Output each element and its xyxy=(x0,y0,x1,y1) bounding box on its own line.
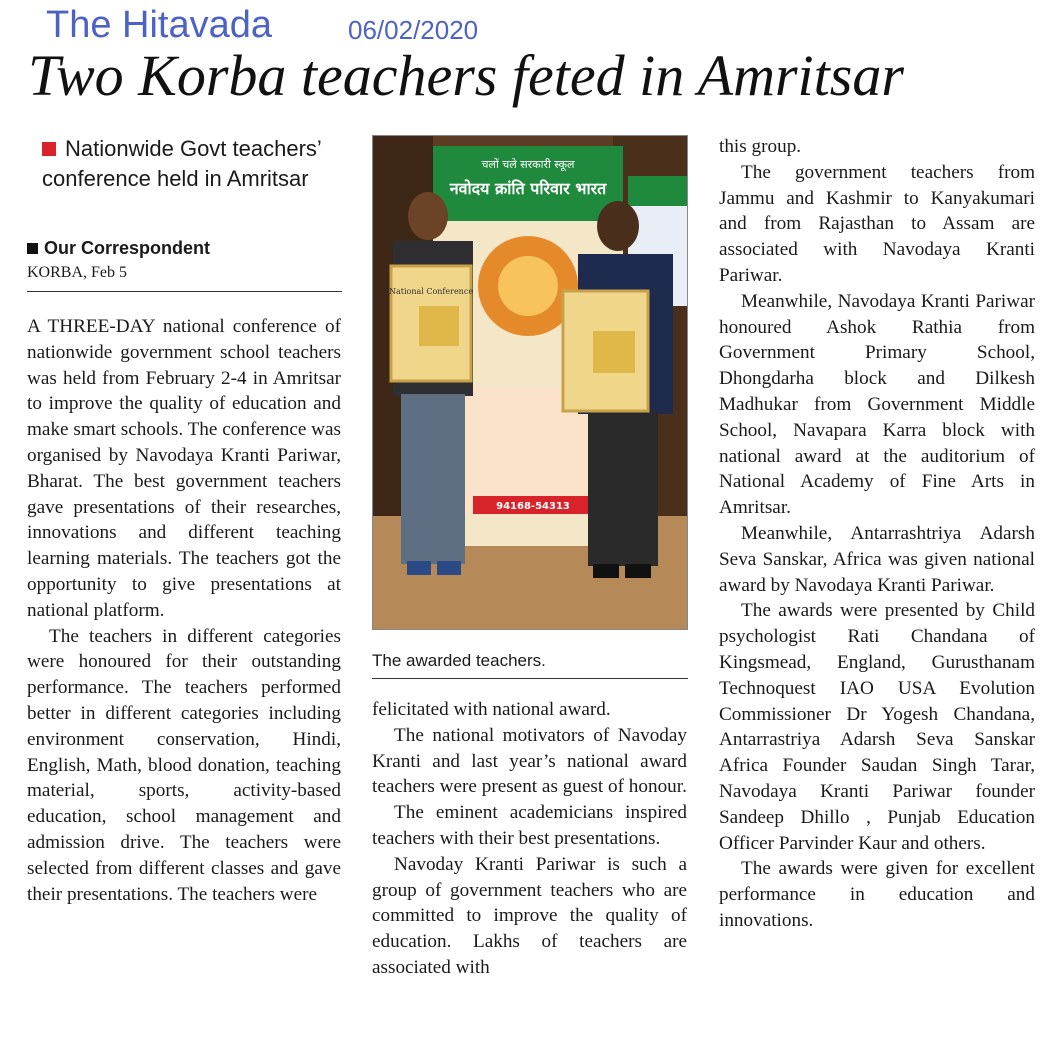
photo-illustration xyxy=(373,136,688,630)
kicker-text: Nationwide Govt teachers’ conference held in Amritsar xyxy=(42,136,321,191)
kicker xyxy=(42,134,342,194)
certificate-title: National Conference xyxy=(388,287,474,296)
article-column-3 xyxy=(719,134,1035,934)
paragraph: felicitated with national award. xyxy=(372,699,611,720)
paragraph: The eminent academicians inspired teachers with their best presentations. xyxy=(372,802,687,849)
article-column-1 xyxy=(27,314,341,907)
photo-caption: The awarded teachers. xyxy=(372,651,546,670)
black-square-icon xyxy=(27,243,38,254)
banner-line-2: नवोदय क्रांति परिवार भारत xyxy=(449,179,607,198)
paragraph: The awards were given for excellent performance in education and innovations. xyxy=(719,858,1035,931)
paragraph: The government teachers from Jammu and Kashmir to Kanyakumari and from Rajasthan to Assam are associated with Navodaya Kranti Pariwar. xyxy=(719,161,1035,286)
paragraph: Meanwhile, Antarrashtriya Adarsh Seva Sanskar, Africa was given national award by Navodaya Kranti Pariwar. xyxy=(719,522,1035,596)
paragraph: The national motivators of Navoday Kranti and last year’s national award teachers were present as guest of honour. xyxy=(372,724,687,798)
byline xyxy=(27,237,210,259)
paragraph: Meanwhile, Navodaya Kranti Pariwar honoured Ashok Rathia from Government Primary School, Dhongdarha block and Dilkesh Madhukar from Government Middle School, Navapara Karra block with national award at the auditorium of National Academy of Fine Arts in Amritsar. xyxy=(719,290,1035,519)
paragraph: this group. xyxy=(719,136,802,157)
paragraph: The teachers in different categories were honoured for their outstanding performance. The teachers performed better in different categories including environment conservation, Hindi, English, Math, blood donation, teaching material, sports, activity-based education, school management and admission drive. The teachers were selected from different classes and gave their presentations. The teachers were xyxy=(27,625,341,905)
byline-rule xyxy=(27,291,342,292)
banner-line-1: चलों चले सरकारी स्कूल xyxy=(481,158,575,171)
banner-phone: 94168-54313 xyxy=(496,501,570,512)
dateline-place: KORBA, Feb 5 xyxy=(27,264,128,281)
article-photo xyxy=(372,135,688,630)
red-square-icon xyxy=(42,142,56,156)
publication-date: 06/02/2020 xyxy=(348,15,479,45)
byline-text: Our Correspondent xyxy=(44,238,211,258)
caption-rule xyxy=(372,678,688,679)
article-column-2 xyxy=(372,697,687,981)
headline: Two Korba teachers feted in Amritsar xyxy=(28,43,904,108)
paragraph: The awards were presented by Child psychologist Rati Chandana of Kingsmead, England, Gurusthanam Technoquest IAO USA Evolution Commissioner Dr Yogesh Chandana, Antarrastriya Adarsh Seva Sanskar Africa Founder Saudan Singh Tarar, Navodaya Kranti Pariwar founder Sandeep Dhillo , Punjab Education Officer Parvinder Kaur and others. xyxy=(719,600,1035,854)
masthead: The Hitavada xyxy=(46,4,273,46)
paragraph: A THREE-DAY national conference of nationwide government school teachers was held from February 2-4 in Amritsar to improve the quality of education and make smart schools. The conference was organised by Navodaya Kranti Pariwar, Bharat. The best government teachers gave presentations of their researches, innovations and different teaching learning materials. The teachers got the opportunity to give presentations at national platform. xyxy=(27,316,341,621)
paragraph: Navoday Kranti Pariwar is such a group of government teachers who are committed to improve the quality of education. Lakhs of teachers are associated with xyxy=(372,853,687,978)
